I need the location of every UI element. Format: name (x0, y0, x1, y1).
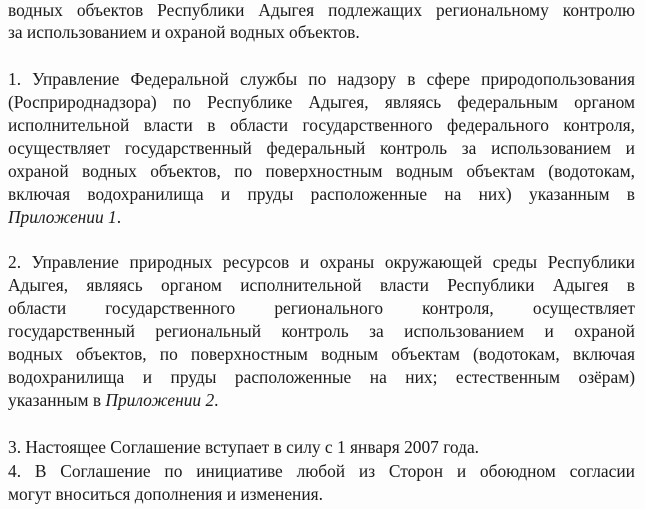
item-1-line-3: исполнительной власти в области государственного федерального контроля, (8, 115, 635, 135)
item-3-line-1: 3. Настоящее Соглашение вступает в силу с 1 января 2007 года. (8, 437, 480, 457)
item-2-line-6: водохранилища и пруды расположенные на них; естественным озёрам) (8, 367, 635, 387)
item-1-line-7-end: . (116, 207, 122, 227)
item-4-line-2: могут вноситься дополнения и изменения. (8, 484, 324, 504)
item-1-line-7 (8, 207, 635, 228)
item-1-line-6: включая водохранилища и пруды расположенные на них) указанным в (8, 184, 635, 204)
item-2-line-7 (8, 390, 635, 411)
item-2-line-4: государственный региональный контроль за использованием и охраной (8, 321, 635, 341)
intro-line-1: водных объектов Республики Адыгея подлежащих региональному контролю (8, 0, 635, 20)
item-2-line-7-start: указанным в (8, 390, 106, 410)
item-2-line-2: Адыгея, являясь органом исполнительной власти Республики Адыгея в (8, 275, 635, 295)
item-1-line-1: 1. Управление Федеральной службы по надзору в сфере природопользования (8, 69, 635, 89)
appendix-1-reference: Приложении 1 (8, 207, 117, 227)
item-4-line-1: 4. В Соглашение по инициативе любой из Сторон и обоюдном согласии (8, 461, 635, 481)
item-2-line-1: 2. Управление природных ресурсов и охраны окружающей среды Республики (8, 252, 635, 272)
item-1-line-5: охраной водных объектов, по поверхностным водным объектам (водотокам, (8, 161, 635, 181)
intro-line-2: за использованием и охраной водных объектов. (8, 22, 360, 42)
item-1-line-2: (Росприроднадзора) по Республике Адыгея, являясь федеральным органом (8, 92, 635, 112)
item-2-line-7-end: . (214, 390, 219, 410)
item-2-line-3: области государственного регионального контроля, осуществляет (8, 298, 635, 318)
appendix-2-reference: Приложении 2 (105, 390, 215, 410)
item-1-line-4: осуществляет государственный федеральный контроль за использованием и (8, 138, 635, 158)
item-2-line-5: водных объектов, по поверхностным водным объектам (водотокам, включая (8, 344, 635, 364)
